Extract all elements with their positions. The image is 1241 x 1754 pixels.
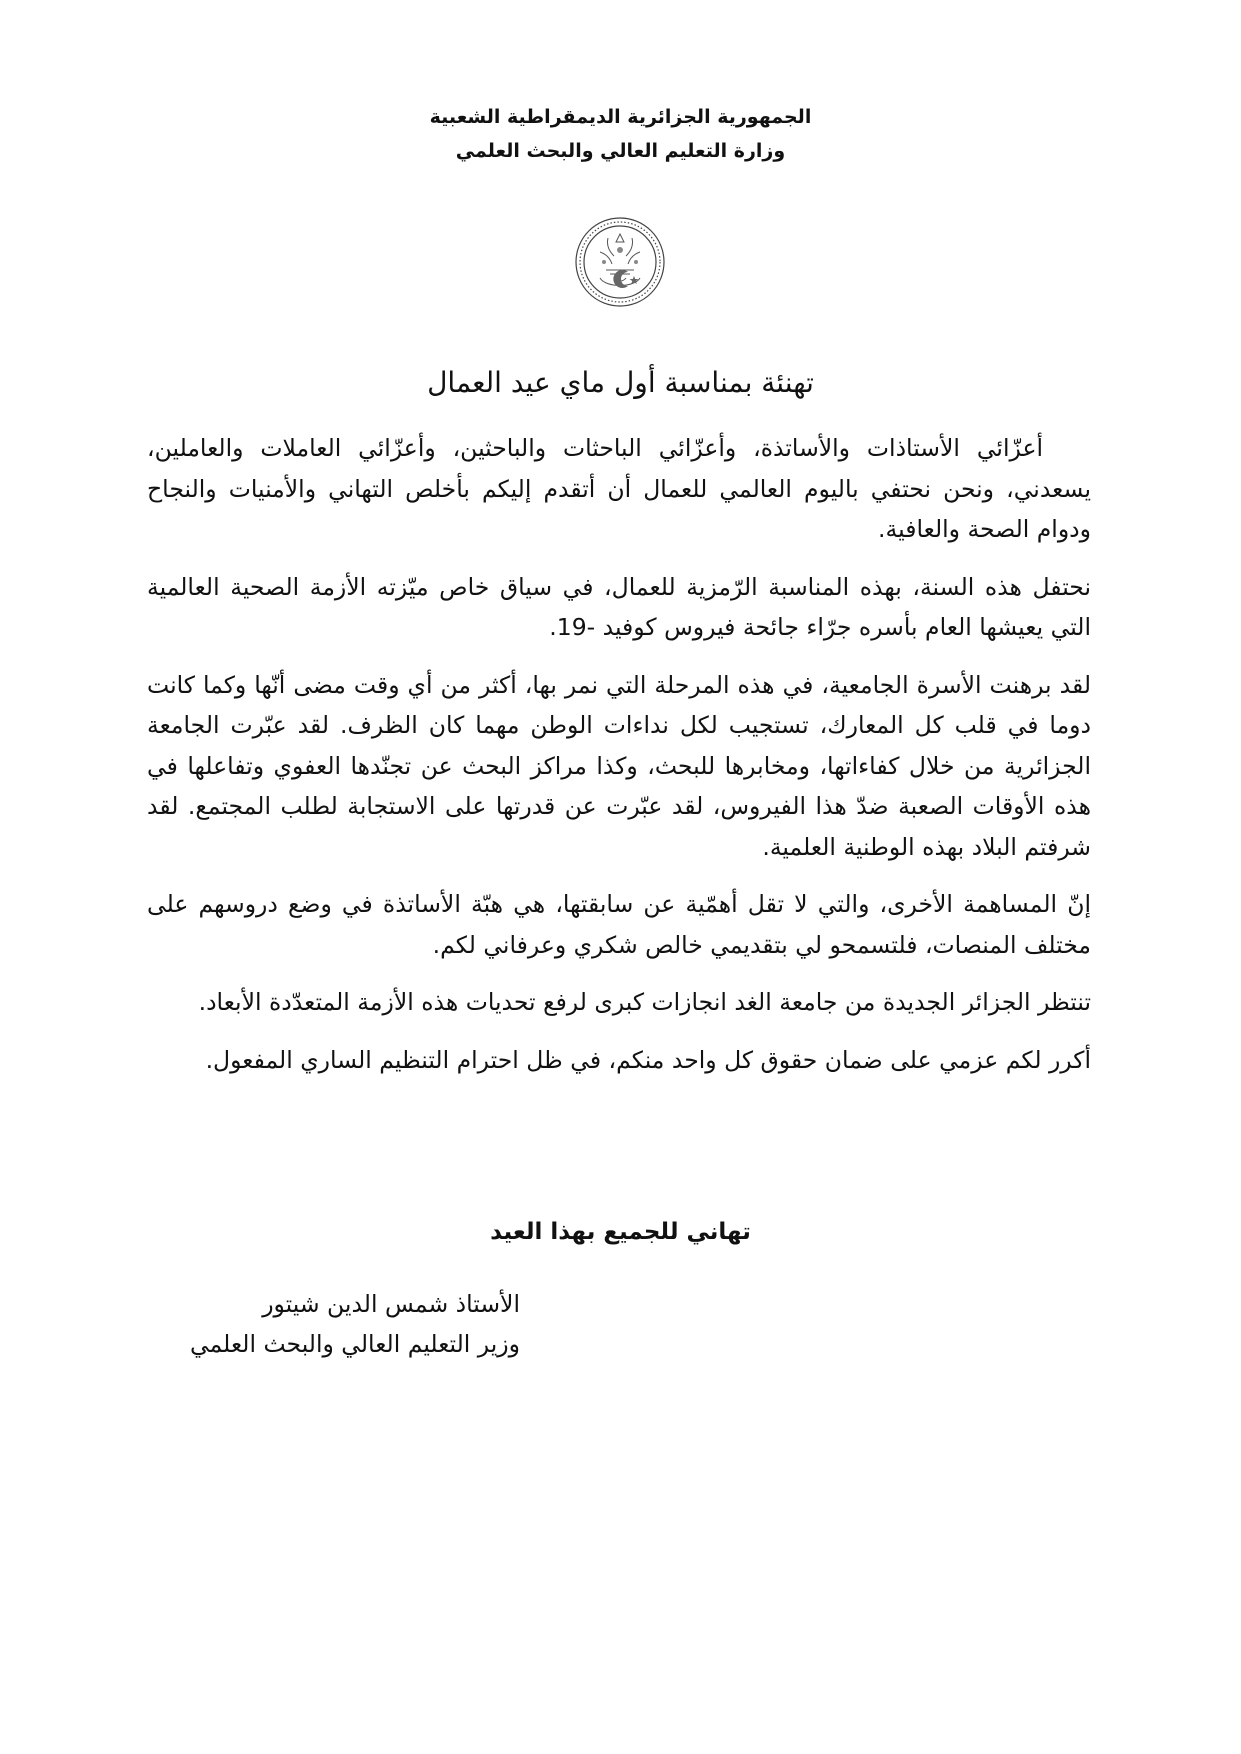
signatory-name: الأستاذ شمس الدين شيتور [262, 1290, 520, 1318]
algeria-national-emblem-icon [570, 212, 670, 312]
paragraph-commitment: أكرر لكم عزمي على ضمان حقوق كل واحد منكم، في ظل احترام التنظيم الساري المفعول. [205, 1045, 1091, 1074]
closing-greeting: تهاني للجميع بهذا العيد [490, 1219, 751, 1245]
signatory-position: وزير التعليم العالي والبحث العلمي [190, 1330, 520, 1358]
letter-title: تهنئة بمناسبة أول ماي عيد العمال [427, 366, 814, 399]
paragraph-university-role: لقد برهنت الأسرة الجامعية، في هذه المرحلة التي نمر بها، أكثر من أي وقت مضى أنّها وكما كانت دوما في قلب كل المعارك، تستجيب لكل نداءات الوطن مهما كان الظرف. لقد عبّرت الجامعة الجزائرية من خلال كفاءاتها، ومخابرها للبحث، وكذا مراكز البحث عن تجنّدها العفوي وتفاعلها في هذه الأوقات الصعبة ضدّ هذا الفيروس، لقد عبّرت عن قدرتها على الاستجابة لطلب المجتمع. لقد شرفتم البلاد بهذه الوطنية العلمية. [147, 670, 1091, 861]
letterhead [0, 100, 1241, 168]
paragraph-greeting: أعزّائي الأستاذات والأساتذة، وأعزّائي الباحثات والباحثين، وأعزّائي العاملات والعاملين، يسعدني، ونحن نحتفي باليوم العالمي للعمال أن أتقدم إليكم بأخلص التهاني والأمنيات والنجاح ودوام الصحة والعافية. [147, 434, 1091, 543]
paragraph-context: نحتفل هذه السنة، بهذه المناسبة الرّمزية للعمال، في سياق خاص ميّزته الأزمة الصحية العالمية التي يعيشها العام بأسره جرّاء جائحة فيروس كوفيد -19. [147, 572, 1091, 641]
letter-body [147, 428, 1091, 1097]
paragraph-expectations: تنتظر الجزائر الجديدة من جامعة الغد انجازات كبرى لرفع تحديات هذه الأزمة المتعدّدة الأبعاد. [198, 988, 1091, 1016]
republic-name: الجمهورية الجزائرية الديمقراطية الشعبية [429, 106, 812, 128]
ministry-name: وزارة التعليم العالي والبحث العلمي [455, 140, 786, 162]
paragraph-teachers-contribution: إنّ المساهمة الأخرى، والتي لا تقل أهمّية عن سابقتها، هي هبّة الأساتذة في وضع دروسهم على مختلف المنصات، فلتسمحو لي بتقديمي خالص شكري وعرفاني لكم. [147, 890, 1091, 959]
signature-block [140, 1284, 520, 1364]
